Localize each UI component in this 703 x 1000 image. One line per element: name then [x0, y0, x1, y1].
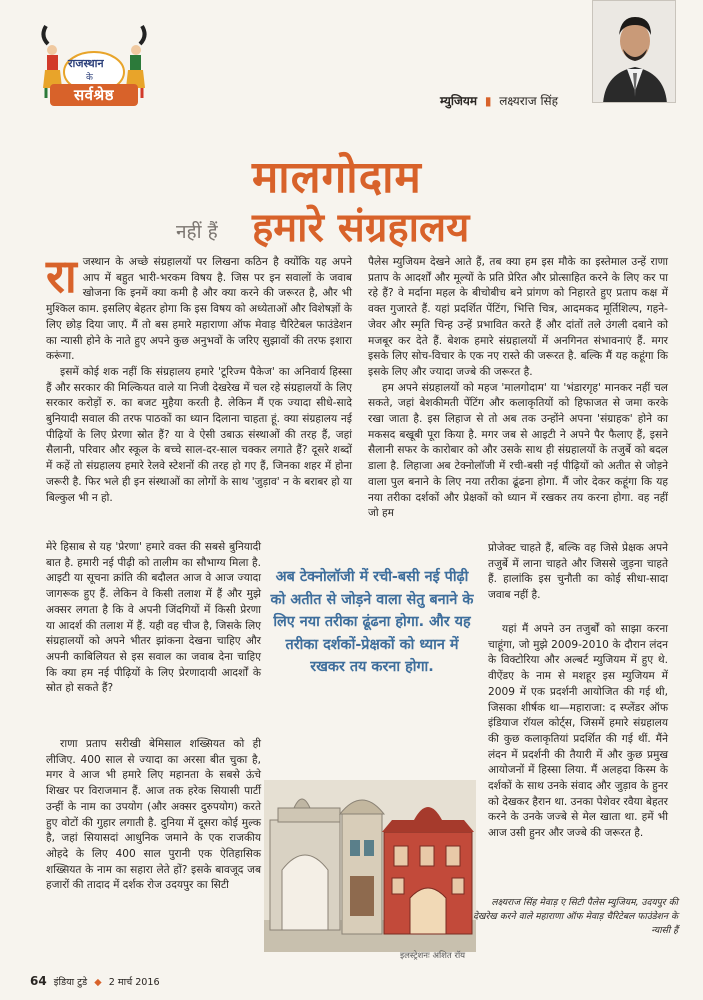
headline-line2-small: नहीं हैं [176, 221, 218, 243]
paragraph: इसमें कोई शक नहीं कि संग्रहालय हमारे 'टूरिज्म पैकेज' का अनिवार्य हिस्सा हैं और सरकार की मिल्कियत वाले या निजी देखरेख में चल रहे संग्रहालयों के लिए सरकार करोड़ों रु. का बजट मुहैया करती है. लेकिन मैं एक ज्यादा सीधे-सादे बुनियादी सवाल की तरफ पाठकों का ध्यान दिलाना चाहता हूं. क्या संग्रहालय नई पीढ़ियों के लिए प्रेरणा स्रोत हैं? या वे ऐसी उबाऊ संस्थाओं की तरह हैं, जहां सैलानी, परिवार और स्कूल के बच्चे साल-दर-साल चक्कर लगाते हैं? दूसरे शब्दों में कहें तो संग्रहालय हमारे रेलवे स्टेशनों की तरह हो गए हैं, जिनका शहर में होना जरूरी है. फिर भले ही इन संस्थाओं का लोगों के साथ 'जुड़ाव' न के बराबर हो या बिल्कुल भी न हो. [46, 365, 352, 504]
author-note: लक्ष्यराज सिंह मेवाड़ ए सिटी पैलेस म्युजियम, उदयपुर की देखरेख करने वाले महाराणा ऑफ मेवाड़ चैरिटेबल फाउंडेशन के न्यासी हैं [473, 897, 678, 936]
paragraph: पैलेस म्युजियम देखने आते हैं, तब क्या हम इस मौके का इस्तेमाल उन्हें राणा प्रताप के आदर्शों और मूल्यों के प्रति प्रेरित और प्रोत्साहित करने के लिए कर पा रहे हैं? वे मर्दाना महल के बीचोबीच बने प्रांगण को निहारते हुए प्रताप कक्ष में वक्त गुजारते हैं. यहां प्रदर्शित पेंटिंग, भित्ति चित्र, आदमकद मूर्तिशिल्प, गहने-जेवर और स्मृति चिन्ह उन्हें प्रभावित करते हैं और दांतों तले उंगली दबाने को मजबूर कर देते हैं. बेशक हमारे संग्रहालयों में अनगिनत संभावनाएं हैं. मगर इसके लिए सोच-विचार के एक नए रास्ते की जरूरत है. बल्कि मैं यह कहूंगा कि इसके लिए और ज्यादा जज्बे की जरूरत है. [368, 256, 668, 378]
headline-line2-large: हमारे संग्रहालय [252, 205, 470, 251]
logo-text-line2: के [86, 73, 93, 83]
page-footer [30, 974, 160, 988]
paragraph: यहां मैं अपने उन तजुर्बों को साझा करना चाहूंगा, जो मुझे 2009-2010 के दौरान लंदन के विक्टोरिया और अल्बर्ट म्युजियम में हुए थे. वीऐंडए के नाम से मशहूर इस म्युजियम में 2009 में एक प्रदर्शनी आयोजित की गई थी, जिसका शीर्षक था—महाराजा: द स्प्लेंडर ऑफ इंडियाज रॉयल कोर्ट्स, जिसमें हमारे संग्रहालय की कुछ कलाकृतियां प्रदर्शित की गई थीं. मैंने लंदन में प्रदर्शनी की तैयारी में और कुछ प्रमुख आयोजनों में हिस्सा लिया. मैं अलहदा किस्म के दर्शकों के साथ उनके संवाद और जुड़ाव के हुनर को देखकर हैरान था. उनका पेशेवर रवैया बेहतर करने के उनके जज्बे से मेल खाता था. हमें भी आज उसी हुनर और जज्बे की जरूरत है. [488, 623, 668, 840]
article-column-2 [368, 255, 668, 522]
paragraph: राणा प्रताप सरीखी बेमिसाल शख्सियत को ही लीजिए. 400 साल से ज्यादा का अरसा बीत चुका है, मगर वे आज भी हमारे लिए महानता के सबसे ऊंचे शिखर पर विराजमान हैं. आज तक हरेक सियासी पार्टी उन्हीं के नाम का उपयोग (और अक्सर दुरुपयोग) करते हुए वोटों की गुहार लगाती है. दुनिया में दूसरा कोई मुल्क है, जहां सियासदां आधुनिक जमाने के एक राजकीय ओहदे के लिए 400 साल पुरानी एक ऐतिहासिक शख्सियत के नाम का सहारा लेते हों? इसके बावजूद जब हजारों की तादाद में दर्शक रोज उदयपुर का सिटी [46, 738, 261, 892]
author-name: लक्ष्यराज सिंह [499, 94, 559, 108]
footer-dot-icon: ◆ [94, 977, 102, 988]
author-photo [592, 0, 676, 103]
page-number: 64 [30, 974, 47, 988]
article-column-2-bottom [488, 622, 668, 842]
article-column-1-bottom [46, 737, 261, 894]
palace-illustration [264, 780, 476, 952]
series-logo [38, 20, 150, 118]
article-column-1-middle [46, 540, 261, 697]
drop-cap: रा [46, 249, 77, 303]
article-column-2-middle [488, 541, 668, 604]
headline-line1: मालगोदाम [252, 152, 422, 203]
paragraph: मेरे हिसाब से यह 'प्रेरणा' हमारे वक्त की सबसे बुनियादी बात है. हमारी नई पीढ़ी को तालीम का सौभाग्य मिला है. आइटी या सूचना क्रांति की बदौलत आज वे आज ज्यादा जागरूक हुए हैं. लेकिन वे किसी तलाश में हैं और मुझे अक्सर लगता है कि वे अपनी जिंदगियों में किसी प्रेरणा या आदर्श की तलाश में हैं. यही वह चीज है, जिसके लिए संग्रहालयों को अपने भीतर झांकना देखना चाहिए और अपनी काबिलियत से इस सवाल का जवाब देना चाहिए कि क्या हम नई पीढ़ियों के लिए प्रेरणादायी आदर्शों के स्रोत हो सकते हैं? [46, 541, 261, 695]
byline-separator-icon: ▮ [484, 94, 492, 108]
logo-text-line3: सर्वश्रेष्ठ [50, 84, 138, 106]
paragraph: प्रोजेक्ट चाहते हैं, बल्कि वह जिसे प्रेक्षक अपने तजुर्बे में लाना चाहते और जिससे जुड़ना चाहते हैं. हालांकि इस चुनौती का कोई सीधा-सादा जवाब नहीं है. [488, 542, 668, 602]
paragraph: हम अपने संग्रहालयों को महज 'मालगोदाम' या 'भंडारगृह' मानकर नहीं चल सकते, जहां बेशकीमती पेंटिंग और कलाकृतियों को हिफाजत से जमा करके रखा जाता है. इस लिहाज से तो अब तक उन्होंने अपना 'संग्राहक' होने का मकसद बखूबी पूरा किया है. मगर जब से आइटी ने अपने पैर फैलाए हैं, इसने सैलानी सफर के कारोबार को और उसके साथ ही संग्रहालयों के तजुर्बे को बदल डाला है. लिहाजा अब टेक्नोलॉजी में रची-बसी नई पीढ़ियों को अतीत से जोड़ने वाला पुल बनाने के लिए नया तरीका ढूंढना होगा. मैं जोर देकर कहूंगा कि यह नया तरीका दर्शकों और प्रेक्षकों को ध्यान में रखकर तय करना होगा. वह नहीं जो हम [368, 381, 668, 520]
magazine-name: इंडिया टुडे [53, 977, 88, 988]
logo-text-line1: राजस्थान [68, 57, 104, 70]
article-column-1 [46, 249, 352, 506]
paragraph [46, 249, 352, 365]
section-label: म्युजियम [440, 94, 478, 108]
illustration-credit: इलस्ट्रेशनः अशित रॉय [400, 951, 466, 961]
issue-date: 2 मार्च 2016 [108, 977, 160, 988]
pull-quote: अब टेक्नोलॉजी में रची-बसी नई पीढ़ी को अतीत से जोड़ने वाला सेतु बनाने के लिए नया तरीका ढूंढना होगा. और यह तरीका दर्शकों-प्रेक्षकों को ध्यान में रखकर तय करना होगा. [270, 569, 474, 676]
paragraph-text: जस्थान के अच्छे संग्रहालयों पर लिखना कठिन है क्योंकि यह अपने आप में बहुत भारी-भरकम विषय है. जिस पर इन सवालों के जवाब खोजना कि इनमें क्या कमी है और क्या करने की जरूरत है, और भी मुश्किल काम. इसलिए बेहतर होगा कि इस विषय को अध्येताओं और विशेषज्ञों के लिए छोड़ दिया जाए. मैं तो बस हमारे महाराणा ऑफ मेवाड़ चैरिटेबल फाउंडेशन का न्यासी होने के नाते हुए अपने कुछ अनुभवों के जरिए सुझावों की तरफ इशारा करूंगा. [46, 256, 352, 363]
byline [440, 92, 558, 109]
